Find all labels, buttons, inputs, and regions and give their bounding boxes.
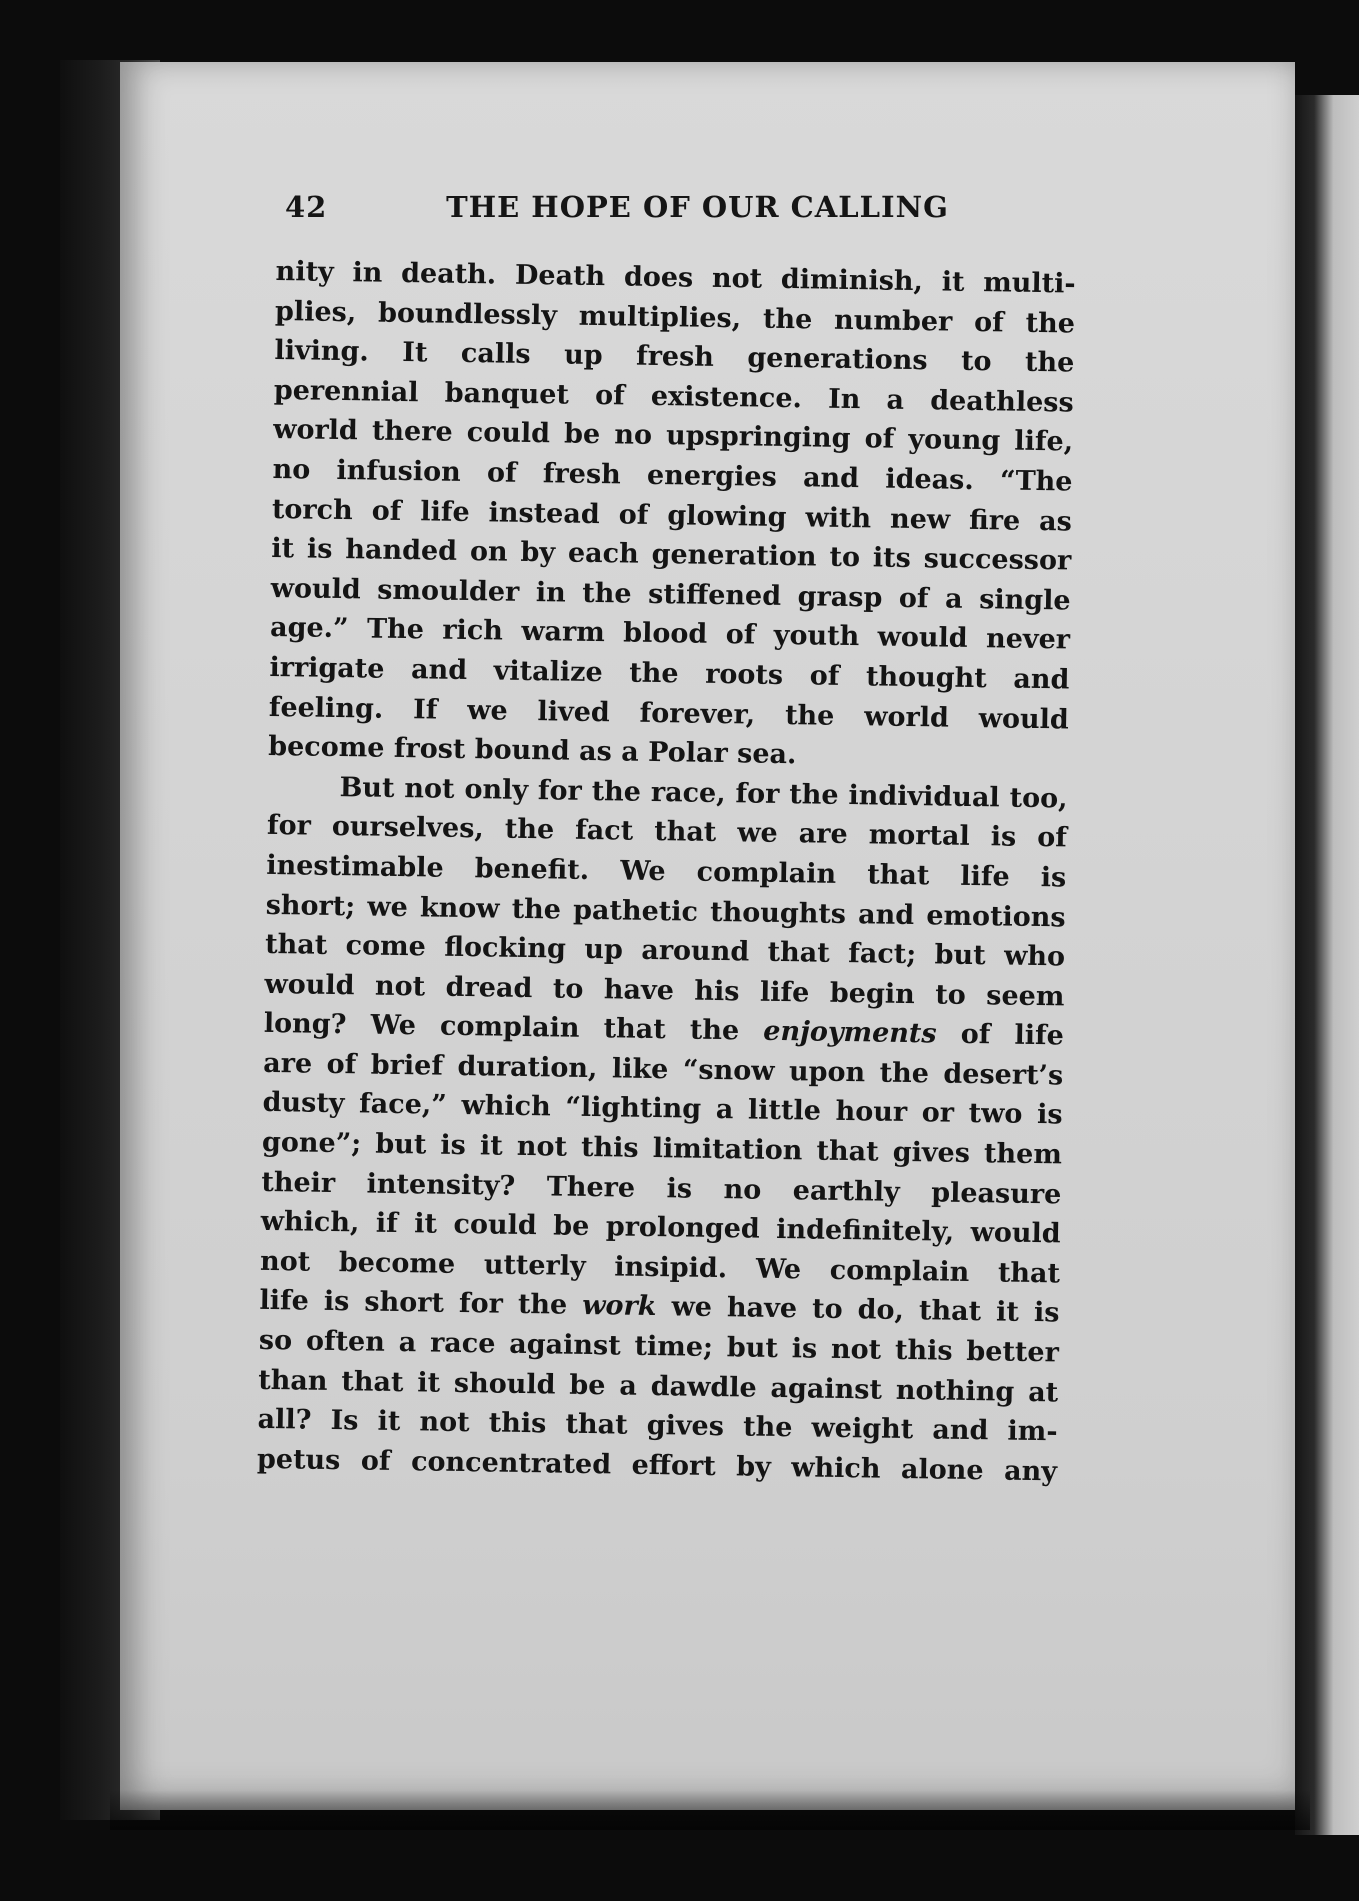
- text-line: that come flocking up around that fact; but who: [264, 929, 1066, 973]
- text-line: torch of life instead of glowing with new fire as: [271, 493, 1073, 538]
- text-line: world there could be no upspringing of young life,: [272, 414, 1074, 458]
- text-line: would smoulder in the stiffened grasp of a single: [270, 572, 1071, 617]
- page-number: 42: [285, 190, 328, 224]
- paragraph-1: [268, 252, 1076, 779]
- facing-page-edge: [1295, 95, 1359, 1835]
- text-line: living. It calls up fresh generations to the: [274, 335, 1075, 379]
- text-line: for ourselves, the fact that we are mortal is of: [266, 810, 1068, 854]
- text-line: petus of concentrated effort by which alone any: [256, 1443, 1058, 1488]
- running-header: [285, 190, 1075, 224]
- text-line: no infusion of fresh energies and ideas. “The: [272, 453, 1073, 498]
- body-text: [257, 252, 1076, 1492]
- text-line: than that it should be a dawdle against nothing at: [258, 1364, 1059, 1409]
- text-line: age.” The rich warm blood of youth would never: [269, 612, 1071, 656]
- text-line: nity in death. Death does not diminish, it multi-: [275, 255, 1076, 300]
- text-line: not become utterly insipid. We complain that: [259, 1245, 1061, 1290]
- text-run: life is short for the: [259, 1285, 568, 1322]
- italic-word: work: [582, 1290, 657, 1323]
- text-line: perennial banquet of existence. In a deathless: [273, 374, 1074, 419]
- page-bottom-shadow: [110, 1790, 1310, 1830]
- text-line: But not only for the race, for the individual too,: [339, 771, 1068, 815]
- text-line: all? Is it not this that gives the weight and im-: [257, 1404, 1058, 1448]
- text-line: would not dread to have his life begin to seem: [264, 968, 1065, 1013]
- running-title: THE HOPE OF OUR CALLING: [446, 190, 949, 224]
- italic-word: enjoyments: [763, 1016, 937, 1050]
- text-run: long? We complain that the: [263, 1008, 740, 1047]
- text-line: their intensity? There is no earthly pleasure: [261, 1166, 1062, 1211]
- text-line: are of brief duration, like “snow upon the desert’s: [263, 1047, 1064, 1092]
- text-run: we have to do, that it is: [671, 1291, 1060, 1329]
- text-line: irrigate and vitalize the roots of thought and: [269, 651, 1070, 696]
- text-run: of life: [960, 1019, 1065, 1052]
- text-line: short; we know the pathetic thoughts and emotions: [265, 889, 1066, 933]
- text-line: plies, boundlessly multiplies, the number of the: [274, 295, 1076, 340]
- text-line: dusty face,” which “lighting a little hour or two is: [262, 1087, 1063, 1131]
- text-line: which, if it could be prolonged indefinitely, would: [260, 1206, 1061, 1250]
- text-line: feeling. If we lived forever, the world would: [268, 691, 1069, 736]
- text-line: become frost bound as a Polar sea.: [267, 731, 797, 771]
- text-line: inestimable benefit. We complain that life is: [266, 849, 1067, 894]
- text-line: so often a race against time; but is not this better: [258, 1324, 1060, 1369]
- text-line: gone”; but is it not this limitation that gives them: [261, 1126, 1063, 1171]
- text-line: it is handed on by each generation to its successor: [271, 533, 1072, 577]
- paragraph-2: [257, 767, 1068, 1492]
